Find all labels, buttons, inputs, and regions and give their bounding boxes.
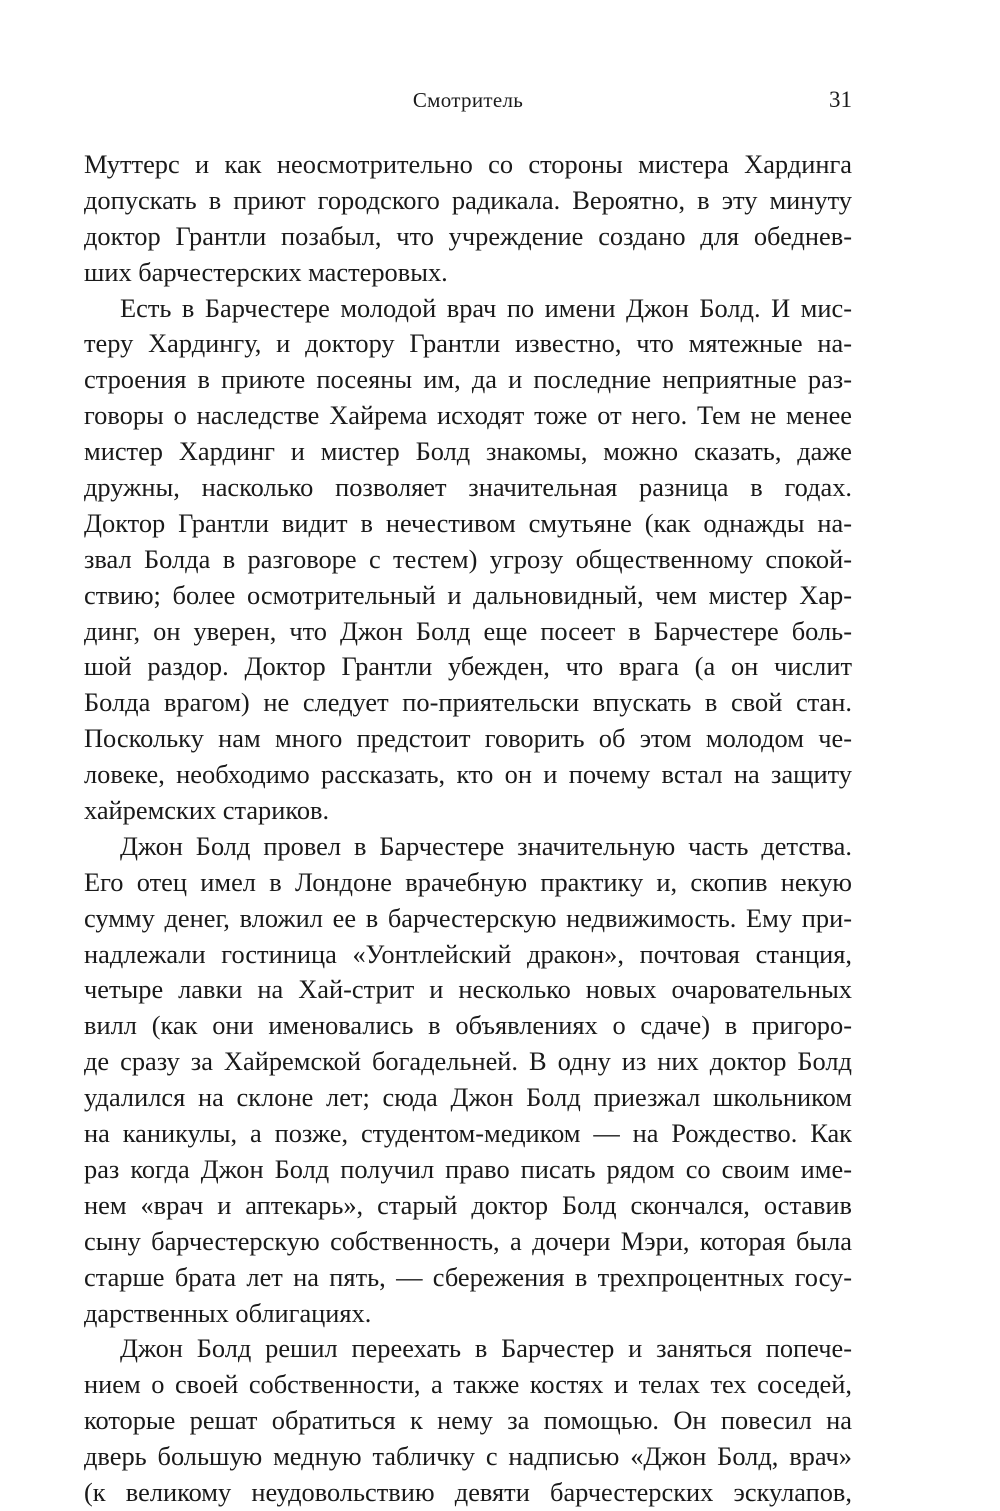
text-line: (к великому неудовольствию девяти барчестерских эскулапов, <box>84 1476 852 1507</box>
text-line: Джон Болд решил переехать в Барчестер и заняться попече- <box>120 1333 852 1364</box>
text-line: доктор Грантли позабыл, что учреждение создано для обеднев- <box>84 220 852 251</box>
text-line: шой раздор. Доктор Грантли убежден, что врага (а он числит <box>84 651 852 682</box>
text-line: нем «врач и аптекарь», старый доктор Болд скончался, оставив <box>84 1189 852 1220</box>
text-line: сыну барчестерскую собственность, а дочери Мэри, которая была <box>84 1225 852 1256</box>
paragraph <box>84 147 852 291</box>
text-line: Доктор Грантли видит в нечестивом смутьяне (как однажды на- <box>84 507 852 538</box>
paragraph <box>84 291 852 829</box>
text-line: звал Болда в разговоре с тестем) угрозу общественному спокой- <box>84 543 852 574</box>
text-line: вилл (как они именовались в объявлениях о сдаче) в пригоро- <box>84 1010 852 1041</box>
text-line: строения в приюте посеяны им, да и последние неприятные раз- <box>84 364 852 395</box>
text-line: говоры о наследстве Хайрема исходят тоже от него. Тем не менее <box>84 400 852 431</box>
body-text <box>84 147 852 1511</box>
text-line: Муттерс и как неосмотрительно со стороны мистера Хардинга <box>84 149 852 179</box>
text-line: сумму денег, вложил ее в барчестерскую недвижимость. Ему при- <box>84 902 852 933</box>
text-line: четыре лавки на Хай-стрит и несколько новых очаровательных <box>84 974 852 1005</box>
running-head <box>84 84 852 116</box>
text-line: Есть в Барчестере молодой врач по имени Джон Болд. И мис- <box>120 292 852 323</box>
text-line: Его отец имел в Лондоне врачебную практику и, скопив некую <box>84 866 852 897</box>
text-line: мистер Хардинг и мистер Болд знакомы, можно сказать, даже <box>84 436 852 467</box>
text-line: нием о своей собственности, а также костях и телах тех соседей, <box>84 1369 852 1400</box>
running-title: Смотритель <box>412 88 524 112</box>
text-line: ствию; более осмотрительный и дальновидный, чем мистер Хар- <box>84 579 852 610</box>
paragraph <box>84 1331 852 1510</box>
paragraph <box>84 829 852 1331</box>
text-line: раз когда Джон Болд получил право писать рядом со своим име- <box>84 1153 852 1184</box>
text-line: ших барчестерских мастеровых. <box>84 256 448 287</box>
text-line: де сразу за Хайремской богадельней. В одну из них доктор Болд <box>84 1046 852 1077</box>
text-line: Поскольку нам много предстоит говорить об этом молодом че- <box>84 723 852 754</box>
text-line: старше брата лет на пять, — сбережения в трехпроцентных госу- <box>84 1261 852 1292</box>
text-line: на каникулы, а позже, студентом-медиком — на Рождество. Как <box>84 1118 852 1149</box>
text-line: дарственных облигациях. <box>84 1297 372 1328</box>
text-line: допускать в приют городского радикала. Вероятно, в эту минуту <box>84 184 852 215</box>
text-line: надлежали гостиница «Уонтлейский дракон», почтовая станция, <box>84 938 852 969</box>
text-line: Джон Болд провел в Барчестере значительную часть детства. <box>120 830 852 861</box>
text-line: удалился на склоне лет; сюда Джон Болд приезжал школьником <box>84 1082 852 1113</box>
text-line: дверь большую медную табличку с надписью «Джон Болд, врач» <box>84 1441 852 1472</box>
text-line: Болда врагом) не следует по-приятельски впускать в свой стан. <box>84 687 852 718</box>
text-line: которые решат обратиться к нему за помощью. Он повесил на <box>84 1405 852 1436</box>
page-number: 31 <box>829 87 852 112</box>
text-line: динг, он уверен, что Джон Болд еще посеет в Барчестере боль- <box>84 615 852 646</box>
text-line: хайремских стариков. <box>84 795 330 826</box>
text-line: дружны, насколько позволяет значительная разница в годах. <box>84 472 852 503</box>
text-line: теру Хардингу, и доктору Грантли известно, что мятежные на- <box>84 328 852 359</box>
text-line: ловеке, необходимо рассказать, кто он и почему встал на защиту <box>84 759 852 790</box>
